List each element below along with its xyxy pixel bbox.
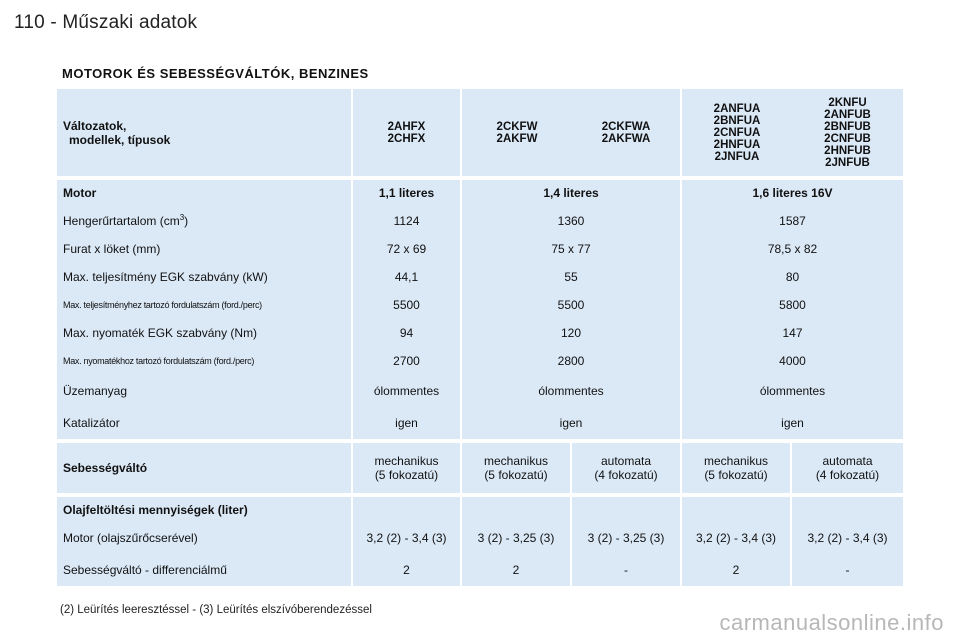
variant-code: 2AHFX xyxy=(387,120,426,133)
oil-header-row xyxy=(57,493,903,523)
row-label-text: ) xyxy=(184,214,189,228)
row-label: Katalizátor xyxy=(57,407,353,439)
variant-code: 2ANFUB xyxy=(824,108,871,121)
variant-code: 2BNFUA xyxy=(713,114,761,127)
cell-value: 78,5 x 82 xyxy=(682,235,903,263)
cell-value: 72 x 69 xyxy=(353,235,462,263)
engine-size: 1,6 literes 16V xyxy=(682,176,903,206)
variant-code: 2CKFWA xyxy=(601,120,651,133)
engine-label: Motor xyxy=(57,176,353,206)
cell-value: 44,1 xyxy=(353,263,462,291)
section-title: MOTOROK ÉS SEBESSÉGVÁLTÓK, BENZINES xyxy=(62,66,369,81)
cell-value: 55 xyxy=(462,263,682,291)
cell-value: 4000 xyxy=(682,347,903,375)
gearbox-type-line: automata xyxy=(600,454,652,468)
cell-value: 1124 xyxy=(353,206,462,235)
table-row xyxy=(57,347,903,375)
row-label-sup: 3 xyxy=(179,213,185,222)
row-label: Üzemanyag xyxy=(57,375,353,407)
variants-label-line1: Változatok, xyxy=(63,118,127,133)
cell-value: 2 xyxy=(682,553,792,586)
engine-size: 1,1 literes xyxy=(353,176,462,206)
variant-code: 2AKFW xyxy=(496,132,538,145)
cell-value: igen xyxy=(353,407,462,439)
oil-label: Olajfeltöltési mennyiségek (liter) xyxy=(57,493,353,523)
table-row xyxy=(57,553,903,586)
section-name: Műszaki adatok xyxy=(62,12,198,33)
gearbox-type-line: automata xyxy=(822,454,873,468)
variants-label xyxy=(57,89,353,176)
cell-value: ólommentes xyxy=(462,375,682,407)
table-row xyxy=(57,375,903,407)
variants-label-line2: modellek, típusok xyxy=(69,132,171,147)
gearbox-label: Sebességváltó xyxy=(57,439,353,493)
variant-code: 2HNFUB xyxy=(824,144,871,157)
gearbox-type xyxy=(353,439,462,493)
cell-value: 5500 xyxy=(353,291,462,319)
cell-value: 2700 xyxy=(353,347,462,375)
cell-value: 80 xyxy=(682,263,903,291)
row-label: Motor (olajszűrőcserével) xyxy=(57,523,353,553)
cell-value: 120 xyxy=(462,319,682,347)
row-label: Max. teljesítmény EGK szabvány (kW) xyxy=(57,263,353,291)
cell-value: 75 x 77 xyxy=(462,235,682,263)
footnote: (2) Leürítés leeresztéssel - (3) Leürítés elszívóberendezéssel xyxy=(60,604,372,616)
table-row xyxy=(57,291,903,319)
gearbox-type xyxy=(792,439,903,493)
table-row xyxy=(57,206,903,235)
variant-code: 2CNFUB xyxy=(824,132,871,145)
cell-value: ólommentes xyxy=(682,375,903,407)
variant-codes-3 xyxy=(572,89,682,176)
empty-cell xyxy=(462,493,572,523)
cell-value: 2 xyxy=(462,553,572,586)
variant-code: 2CNFUA xyxy=(713,126,761,139)
empty-cell xyxy=(572,493,682,523)
variants-row xyxy=(57,89,903,176)
gearbox-type xyxy=(462,439,572,493)
variant-code: 2BNFUB xyxy=(824,120,871,133)
cell-value: 3 (2) - 3,25 (3) xyxy=(462,523,572,553)
gearbox-type xyxy=(682,439,792,493)
table-row xyxy=(57,235,903,263)
row-label: Furat x löket (mm) xyxy=(57,235,353,263)
cell-value: 2 xyxy=(353,553,462,586)
variant-codes-5 xyxy=(792,89,903,176)
gearbox-type-line: mechanikus xyxy=(703,454,769,468)
cell-value: 5500 xyxy=(462,291,682,319)
variant-code: 2HNFUA xyxy=(713,138,761,151)
cell-value: 3,2 (2) - 3,4 (3) xyxy=(682,523,792,553)
variant-codes-1 xyxy=(353,89,462,176)
cell-value: 3,2 (2) - 3,4 (3) xyxy=(792,523,903,553)
cell-value: 3,2 (2) - 3,4 (3) xyxy=(353,523,462,553)
row-label-text: Hengerűrtartalom (cm xyxy=(63,214,180,228)
gearbox-type-line: (5 fokozatú) xyxy=(484,468,548,482)
cell-value: 1587 xyxy=(682,206,903,235)
engine-header-row xyxy=(57,176,903,206)
variant-codes-4 xyxy=(682,89,792,176)
gearbox-type-line: (5 fokozatú) xyxy=(704,468,768,482)
gearbox-type-line: (4 fokozatú) xyxy=(594,468,658,482)
cell-value: 3 (2) - 3,25 (3) xyxy=(572,523,682,553)
table-row xyxy=(57,407,903,439)
row-label: Max. teljesítményhez tartozó fordulatszám (ford./perc) xyxy=(57,291,353,319)
empty-cell xyxy=(792,493,903,523)
gearbox-type-line: mechanikus xyxy=(374,454,439,468)
gearbox-type-line: mechanikus xyxy=(483,454,549,468)
variant-codes-2 xyxy=(462,89,572,176)
cell-value: igen xyxy=(682,407,903,439)
cell-value: 5800 xyxy=(682,291,903,319)
gearbox-type xyxy=(572,439,682,493)
page-number: 110 xyxy=(14,12,45,33)
cell-value: 2800 xyxy=(462,347,682,375)
page-header xyxy=(14,12,197,34)
row-label: Max. nyomatékhoz tartozó fordulatszám (ford./perc) xyxy=(57,347,353,375)
cell-value: 147 xyxy=(682,319,903,347)
cell-value: 1360 xyxy=(462,206,682,235)
table-row xyxy=(57,319,903,347)
watermark: carmanualsonline.info xyxy=(719,610,944,635)
cell-value: - xyxy=(572,553,682,586)
gearbox-row xyxy=(57,439,903,493)
empty-cell xyxy=(353,493,462,523)
variant-code: 2CHFX xyxy=(387,132,426,145)
header-separator: - xyxy=(50,12,57,33)
variant-code: 2ANFUA xyxy=(713,102,761,115)
engine-size: 1,4 literes xyxy=(462,176,682,206)
row-label xyxy=(57,206,353,235)
variant-code: 2KNFU xyxy=(828,96,867,109)
cell-value: ólommentes xyxy=(353,375,462,407)
cell-value: igen xyxy=(462,407,682,439)
row-label: Max. nyomaték EGK szabvány (Nm) xyxy=(57,319,353,347)
variant-code: 2JNFUB xyxy=(825,156,870,169)
variant-code: 2AKFWA xyxy=(601,132,651,145)
cell-value: 94 xyxy=(353,319,462,347)
row-label: Sebességváltó - differenciálmű xyxy=(57,553,353,586)
table-row xyxy=(57,263,903,291)
gearbox-type-line: (5 fokozatú) xyxy=(374,468,439,482)
gearbox-type-line: (4 fokozatú) xyxy=(815,468,880,482)
empty-cell xyxy=(682,493,792,523)
table-row xyxy=(57,523,903,553)
variant-code: 2CKFW xyxy=(496,120,538,133)
variant-code: 2JNFUA xyxy=(714,150,760,163)
spec-table xyxy=(57,89,903,586)
cell-value: - xyxy=(792,553,903,586)
